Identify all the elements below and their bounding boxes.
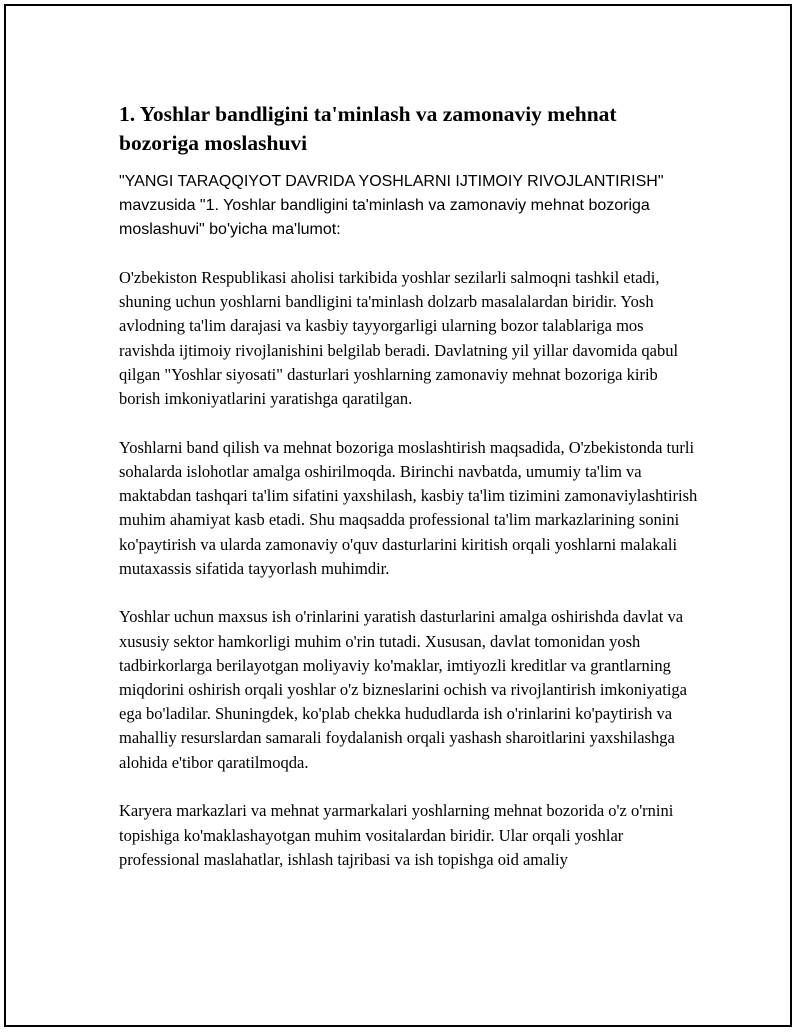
- page-frame: [4, 4, 792, 1027]
- body-paragraph-4: Karyera markazlari va mehnat yarmarkalari yoshlarning mehnat bozorida o'z o'rnini topishiga ko'maklashayotgan muhim vositalardan biridir. Ular orqali yoshlar professional maslahatlar, ishlash tajribasi va ish topishga oid amaliy: [119, 801, 674, 869]
- body-paragraph-1: O'zbekiston Respublikasi aholisi tarkibida yoshlar sezilarli salmoqni tashkil etadi, shuning uchun yoshlarni bandligini ta'minlash dolzarb masalalardan biridir. Yosh avlodning ta'lim darajasi va kasbiy tayyorgarligi ularning bozor talablariga mos ravishda ijtimoiy rivojlanishini belgilab beradi. Davlatning yil yillar davomida qabul qilgan "Yoshlar siyosati" dasturlari yoshlarning zamonaviy mehnat bozoriga kirib borish imkoniyatlarini yaratishga qaratilgan.: [119, 268, 679, 409]
- body-paragraph-3: Yoshlar uchun maxsus ish o'rinlarini yaratish dasturlarini amalga oshirishda davlat va xususiy sektor hamkorligi muhim o'rin tutadi. Xususan, davlat tomonidan yosh tadbirkorlarga berilayotgan moliyaviy ko'maklar, imtiyozli kreditlar va grantlarning miqdorini oshirish orqali yoshlar o'z bizneslarini ochish va rivojlantirish imkoniyatiga ega bo'ladilar. Shuningdek, ko'plab chekka hududlarda ish o'rinlarini ko'paytirish va mahalliy resurslardan samarali foydalanish orqali yashash sharoitlarini yaxshilashga alohida e'tibor qaratilmoqda.: [119, 607, 688, 772]
- body-paragraph-2: Yoshlarni band qilish va mehnat bozoriga moslashtirish maqsadida, O'zbekistonda turli sohalarda islohotlar amalga oshirilmoqda. Birinchi navbatda, umumiy ta'lim va maktabdan tashqari ta'lim sifatini yaxshilash, kasbiy ta'lim tizimini zamonaviylashtirish muhim ahamiyat kasb etadi. Shu maqsadda professional ta'lim markazlarining sonini ko'paytirish va ularda zamonaviy o'quv dasturlarini kiritish orqali yoshlarni malakali mutaxassis sifatida tayyorlash muhimdir.: [119, 437, 698, 578]
- section-heading: 1. Yoshlar bandligini ta'minlash va zamonaviy mehnat bozoriga moslashuvi: [119, 102, 617, 155]
- intro-paragraph: "YANGI TARAQQIYOT DAVRIDA YOSHLARNI IJTIMOIY RIVOJLANTIRISH" mavzusida "1. Yoshlar bandligini ta'minlash va zamonaviy mehnat bozoriga moslashuvi" bo'yicha ma'lumot:: [119, 173, 664, 238]
- document-body: [119, 100, 699, 896]
